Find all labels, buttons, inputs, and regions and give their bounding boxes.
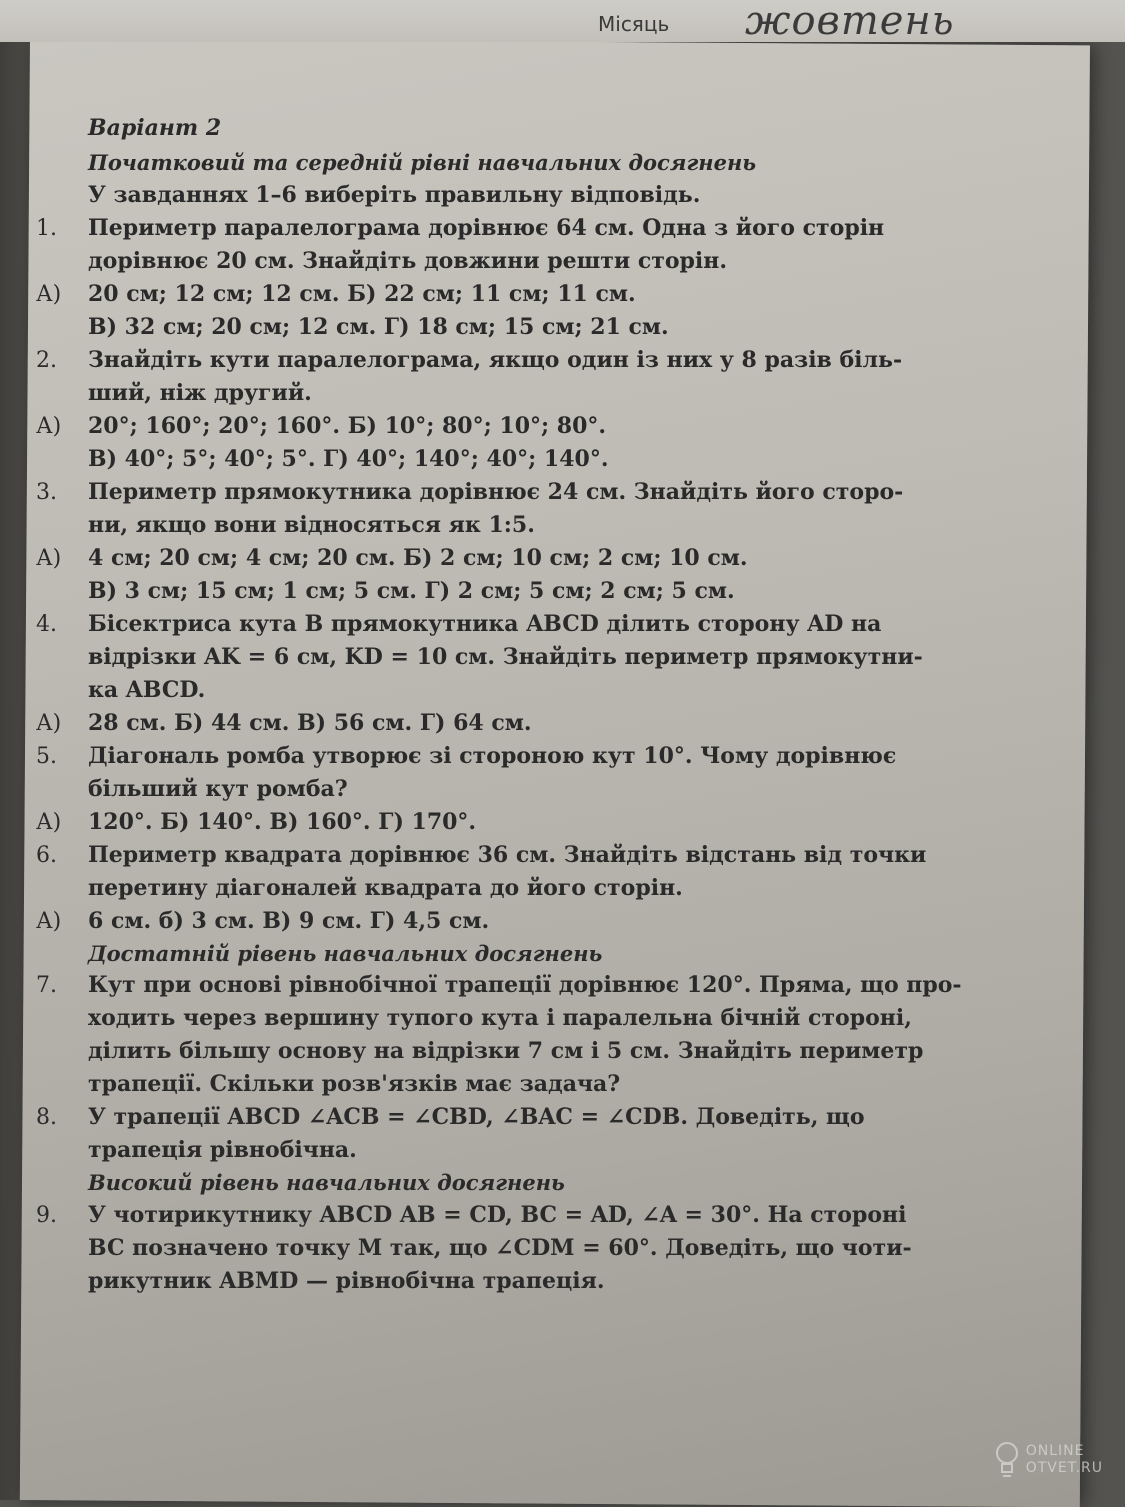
task-number: 6. — [36, 842, 57, 868]
watermark-line1: ONLINE — [1025, 1442, 1085, 1459]
answer-mark: А) — [36, 545, 62, 571]
answer-line: 28 см. Б) 44 см. В) 56 см. Г) 64 см. — [88, 709, 532, 736]
task-line: ка ABCD. — [88, 676, 206, 703]
answer-line: 120°. Б) 140°. В) 160°. Г) 170°. — [88, 808, 477, 835]
task-line: Знайдіть кути паралелограма, якщо один із них у 8 разів біль- — [88, 346, 903, 373]
task-number: 7. — [36, 973, 57, 998]
worksheet-content — [36, 112, 976, 1298]
task-5 — [36, 740, 976, 806]
task-line: рикутник ABMD — рівнобічна трапеція. — [88, 1267, 605, 1294]
task-line: ділить більшу основу на відрізки 7 см і 5 см. Знайдіть периметр — [88, 1038, 924, 1064]
task-number: 8. — [36, 1105, 57, 1130]
task-line: дорівнює 20 см. Знайдіть довжини решти сторін. — [88, 247, 728, 274]
task-3-answers — [36, 542, 976, 608]
answer-line: В) 32 см; 20 см; 12 см. Г) 18 см; 15 см; 21 см. — [88, 313, 669, 340]
task-number: 5. — [36, 743, 57, 769]
task-line: ший, ніж другий. — [88, 379, 312, 406]
task-1 — [36, 212, 976, 278]
answer-mark: А) — [36, 413, 62, 439]
task-line: трапеції. Скільки розв'язків має задача? — [88, 1071, 621, 1097]
task-2-answers — [36, 410, 976, 476]
task-line: перетину діагоналей квадрата до його сторін. — [88, 874, 683, 901]
task-line: Діагональ ромба утворює зі стороною кут 10°. Чому дорівнює — [88, 742, 897, 769]
task-9 — [36, 1199, 976, 1298]
task-number: 9. — [36, 1202, 57, 1228]
answer-mark: А) — [36, 908, 62, 934]
task-number: 2. — [36, 347, 57, 373]
task-number: 4. — [36, 611, 57, 637]
answer-line: 20°; 160°; 20°; 160°. Б) 10°; 80°; 10°; 80°. — [88, 412, 607, 439]
instruction-text: У завданнях 1–6 виберіть правильну відповідь. — [88, 181, 701, 208]
answer-line: 4 см; 20 см; 4 см; 20 см. Б) 2 см; 10 см; 2 см; 10 см. — [88, 544, 748, 571]
task-line: Периметр паралелограма дорівнює 64 см. Одна з його сторін — [88, 214, 885, 241]
site-watermark — [994, 1440, 1103, 1480]
task-number: 3. — [36, 479, 57, 505]
task-line: трапеція рівнобічна. — [88, 1137, 357, 1163]
task-2 — [36, 344, 976, 410]
month-label: Місяць — [598, 12, 670, 36]
task-line: відрізки AK = 6 см, KD = 10 см. Знайдіть периметр прямокутни- — [88, 643, 923, 670]
section-title-basic: Початковий та середній рівні навчальних досягнень — [88, 150, 757, 175]
answer-line: 6 см. б) 3 см. В) 9 см. Г) 4,5 см. — [88, 907, 490, 934]
answer-line: В) 3 см; 15 см; 1 см; 5 см. Г) 2 см; 5 см; 2 см; 5 см. — [88, 577, 735, 604]
task-6-answers — [36, 905, 976, 938]
task-line: більший кут ромба? — [88, 775, 348, 802]
answer-line: В) 40°; 5°; 40°; 5°. Г) 40°; 140°; 40°; 140°. — [88, 445, 609, 472]
answer-line: 20 см; 12 см; 12 см. Б) 22 см; 11 см; 11 см. — [88, 280, 636, 307]
answer-mark: А) — [36, 809, 62, 835]
section-title-high: Високий рівень навчальних досягнень — [88, 1170, 565, 1195]
task-line: У трапеції ABCD ∠ACB = ∠CBD, ∠BAC = ∠CDB. Доведіть, що — [88, 1104, 865, 1130]
task-8 — [36, 1101, 976, 1167]
task-3 — [36, 476, 976, 542]
watermark-line2: OTVET.RU — [1025, 1460, 1103, 1476]
answer-mark: А) — [36, 710, 62, 736]
watermark-text — [1026, 1443, 1103, 1478]
task-4 — [36, 608, 976, 707]
task-6 — [36, 839, 976, 905]
task-line: Бісектриса кута B прямокутника ABCD ділить сторону AD на — [88, 610, 882, 637]
task-line: ни, якщо вони відносяться як 1:5. — [88, 511, 535, 538]
task-7 — [36, 969, 976, 1101]
answer-mark: А) — [36, 281, 62, 307]
task-line: У чотирикутнику ABCD AB = CD, BC = AD, ∠A = 30°. На стороні — [88, 1201, 907, 1228]
task-line: BC позначено точку M так, що ∠CDM = 60°. Доведіть, що чоти- — [88, 1234, 912, 1261]
section-title-sufficient: Достатній рівень навчальних досягнень — [88, 940, 603, 966]
variant-title: Варіант 2 — [88, 115, 222, 141]
task-4-answers — [36, 707, 976, 740]
month-handwritten: жовтень — [745, 0, 955, 44]
task-line: Периметр квадрата дорівнює 36 см. Знайдіть відстань від точки — [88, 841, 927, 868]
task-line: Периметр прямокутника дорівнює 24 см. Знайдіть його сторо- — [88, 478, 904, 505]
task-5-answers — [36, 806, 976, 839]
task-number: 1. — [36, 215, 57, 241]
lightbulb-icon — [994, 1440, 1020, 1480]
task-line: Кут при основі рівнобічної трапеції дорівнює 120°. Пряма, що про- — [88, 972, 962, 998]
top-paper-strip — [0, 0, 1125, 42]
task-line: ходить через вершину тупого кута і паралельна бічній стороні, — [88, 1005, 912, 1031]
task-1-answers — [36, 278, 976, 344]
